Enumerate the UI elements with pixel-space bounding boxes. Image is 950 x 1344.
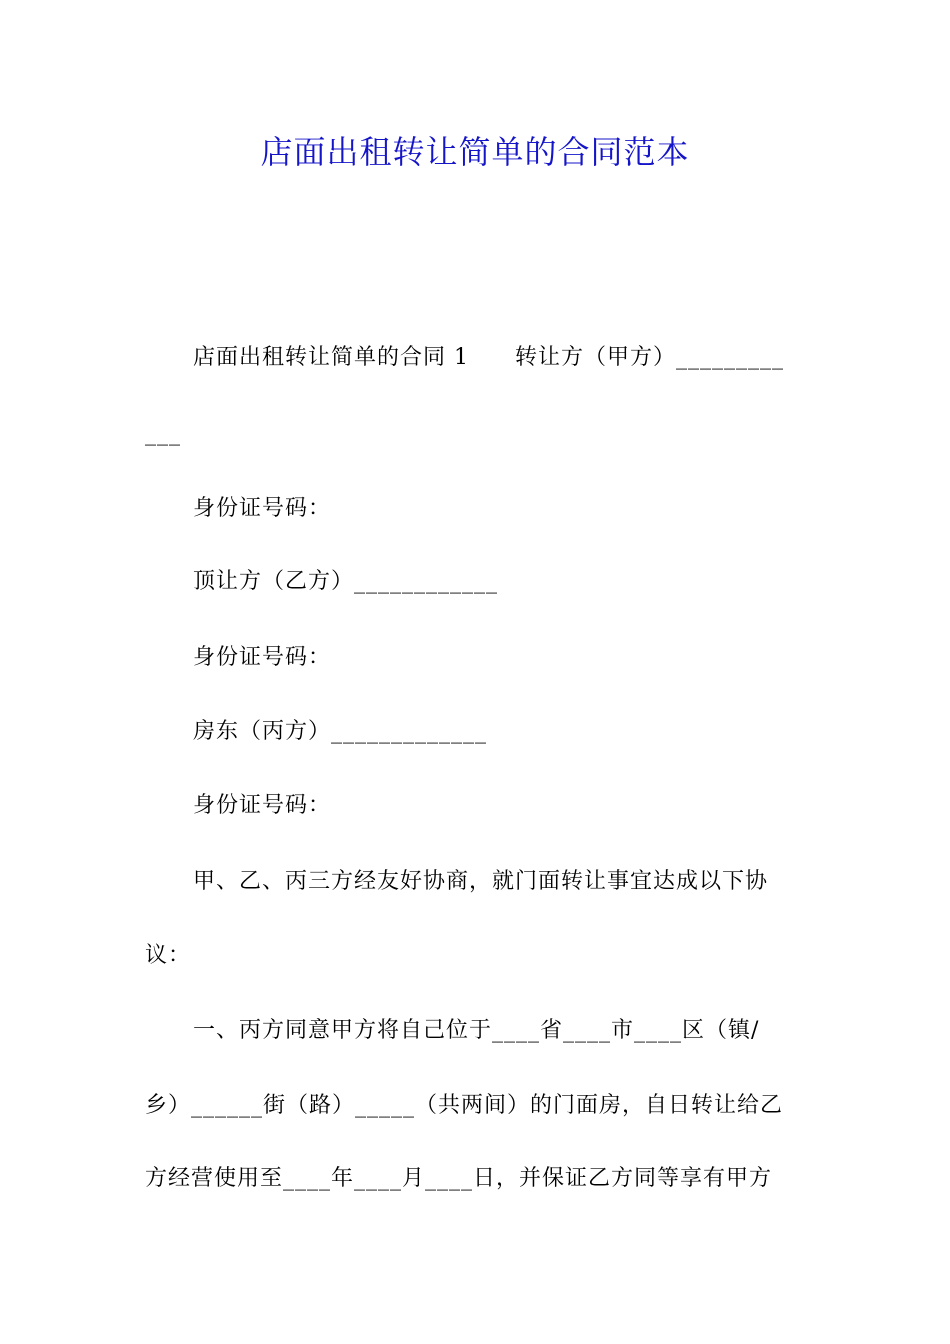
paragraph-line-1: 店面出租转让简单的合同 1 转让方（甲方）_________ — [193, 345, 784, 370]
paragraph-line-9: 议： — [145, 943, 192, 968]
paragraph-line-5: 身份证号码： — [193, 645, 332, 670]
paragraph-line-8: 甲、乙、丙三方经友好协商，就门面转让事宜达成以下协 — [193, 869, 769, 894]
paragraph-line-12: 方经营使用至____年____月____日，并保证乙方同等享有甲方 — [145, 1166, 773, 1191]
paragraph-line-3: 身份证号码： — [193, 496, 332, 521]
paragraph-line-10: 一、丙方同意甲方将自己位于____省____市____区（镇/ — [193, 1018, 760, 1043]
paragraph-line-2: ___ — [145, 421, 181, 446]
paragraph-line-4: 顶让方（乙方）____________ — [193, 569, 499, 594]
paragraph-line-7: 身份证号码： — [193, 793, 332, 818]
paragraph-line-6: 房东（丙方）_____________ — [193, 719, 488, 744]
paragraph-line-11: 乡）______街（路）_____（共两间）的门面房，自日转让给乙 — [145, 1093, 784, 1118]
document-title: 店面出租转让简单的合同范本 — [260, 133, 690, 171]
